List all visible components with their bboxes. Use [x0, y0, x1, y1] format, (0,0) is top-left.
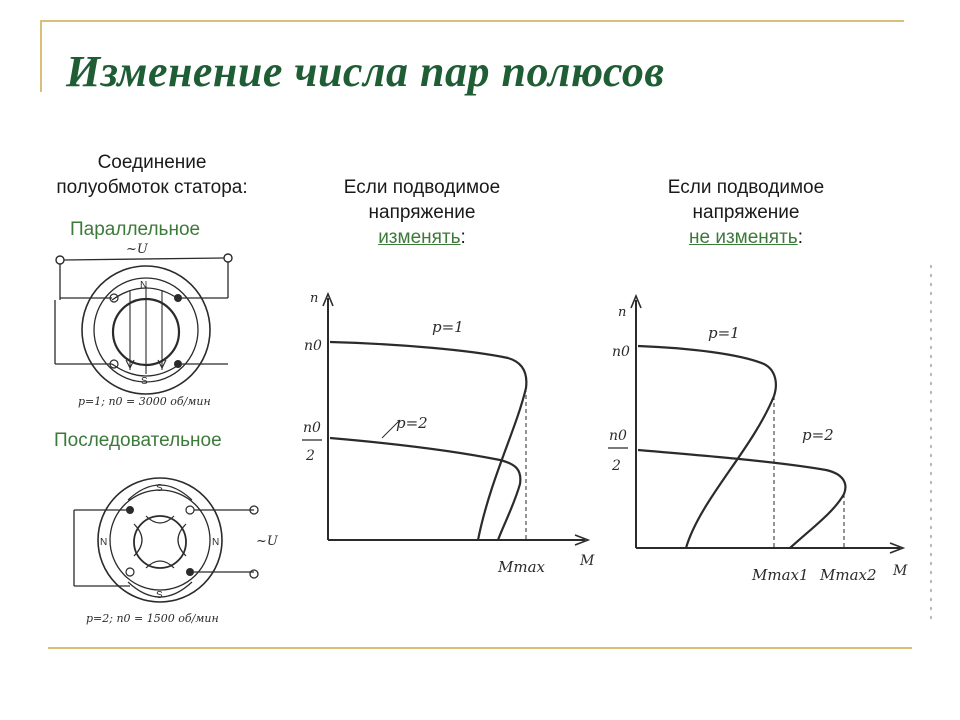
- mid-mmax-label: Mmax: [498, 558, 545, 576]
- parallel-pole-n: N: [140, 280, 148, 291]
- right-caption-line1: Если подводимое: [667, 177, 825, 198]
- right-x-axis-label: M: [893, 563, 908, 579]
- connection-heading-line1: Соединение: [97, 152, 207, 173]
- mid-x-axis-label: M: [580, 553, 595, 569]
- series-pole-n-right: N: [212, 537, 220, 548]
- right-caption-link[interactable]: не изменять: [689, 227, 798, 248]
- series-pole-s-top: S: [156, 483, 163, 494]
- series-voltage-label: ~U: [256, 534, 278, 549]
- series-pole-n-left: N: [100, 537, 108, 548]
- right-mmax1-label: Mmax1: [752, 566, 809, 584]
- right-y-axis-label: n: [618, 305, 627, 320]
- middle-caption-line1: Если подводимое: [343, 177, 501, 198]
- right-caption-line2: напряжение: [692, 202, 800, 223]
- parallel-stator-diagram: [55, 242, 232, 408]
- mid-n0-half-num: n0: [303, 420, 321, 436]
- graph-voltage-constant: [608, 296, 908, 584]
- right-caption-suffix: :: [797, 227, 803, 248]
- middle-caption-suffix: :: [460, 227, 466, 248]
- parallel-pole-s: S: [141, 376, 148, 387]
- right-curve1-label: p=1: [708, 324, 740, 342]
- slide-title: Изменение числа пар полюсов: [66, 47, 665, 96]
- mid-curve1-label: p=1: [432, 318, 464, 336]
- mid-n0-half-den: 2: [306, 448, 315, 464]
- right-n0-half-num: n0: [609, 428, 627, 444]
- connection-heading-line2: полуобмоток статора:: [56, 177, 248, 198]
- graph-voltage-varies: [302, 291, 595, 576]
- right-n0-label: n0: [612, 344, 630, 360]
- mid-y-axis-label: n: [310, 291, 319, 306]
- parallel-caption: p=1; n0 = 3000 об/мин: [78, 395, 211, 408]
- middle-caption-line2: напряжение: [368, 202, 476, 223]
- series-stator-diagram: [74, 478, 279, 625]
- right-n0-half-den: 2: [612, 458, 621, 474]
- right-mmax2-label: Mmax2: [820, 566, 877, 584]
- right-curve2-label: p=2: [802, 426, 834, 444]
- series-pole-s-bottom: S: [156, 590, 163, 601]
- parallel-voltage-label: ~U: [126, 242, 148, 257]
- mid-n0-label: n0: [304, 338, 322, 354]
- parallel-label: Параллельное: [70, 219, 201, 240]
- series-caption: p=2; n0 = 1500 об/мин: [86, 612, 219, 625]
- mid-curve2-label: p=2: [396, 414, 428, 432]
- middle-caption-link[interactable]: изменять: [378, 227, 461, 248]
- series-label: Последовательное: [54, 430, 222, 451]
